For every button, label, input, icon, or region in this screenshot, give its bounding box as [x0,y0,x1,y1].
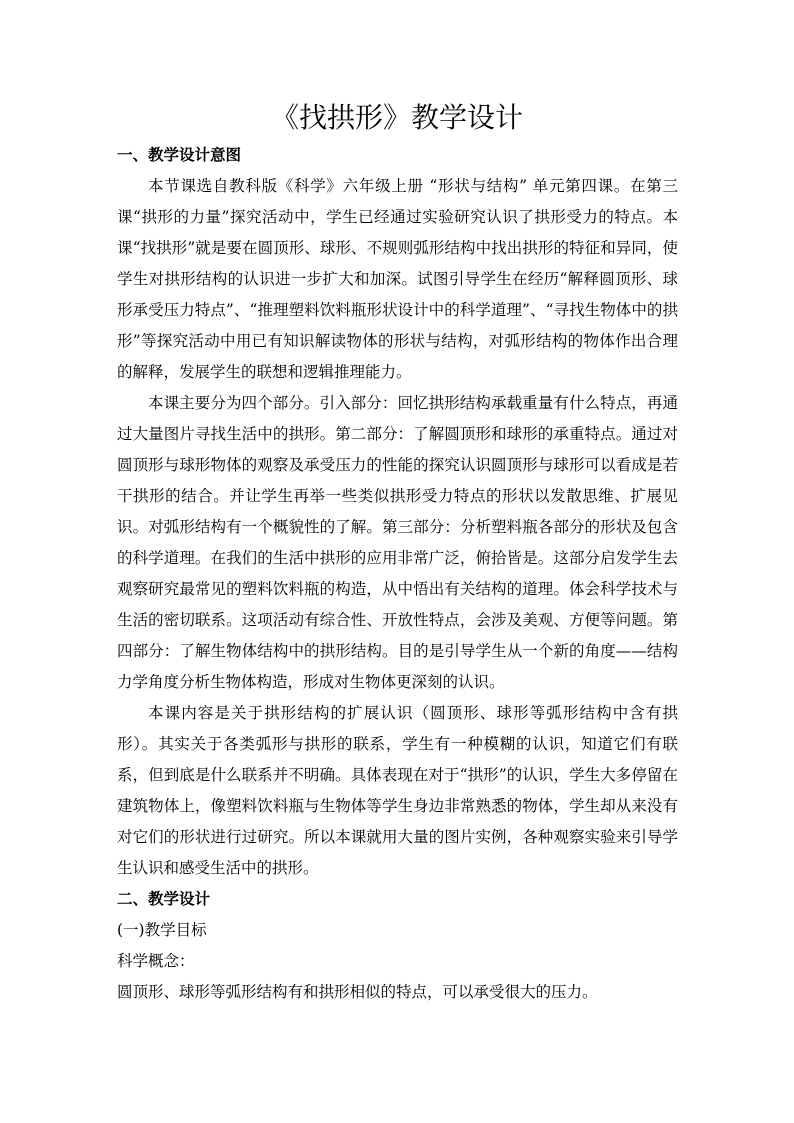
paragraph: 本课内容是关于拱形结构的扩展认识（圆顶形、球形等弧形结构中含有拱形）。其实关于各类弧形与拱形的联系，学生有一种模糊的认识，知道它们有联系，但到底是什么联系并不明确。具体表现在对于“拱形”的认识，学生大多停留在建筑物体上，像塑料饮料瓶与生物体等学生身边非常熟悉的物体，学生却从来没有对它们的形状进行过研究。所以本课就用大量的图片实例，各种观察实验来引导学生认识和感受生活中的拱形。 [117,704,678,877]
subheading-teaching-goals: (一)教学目标 [117,921,207,939]
document-title: 《找拱形》教学设计 [270,101,523,134]
paragraph: 本课主要分为四个部分。引入部分：回忆拱形结构承载重量有什么特点，再通过大量图片寻找生活中的拱形。第二部分：了解圆顶形和球形的承重特点。通过对圆顶形与球形物体的观察及承受压力的性能的探究认识圆顶形与球形可以看成是若干拱形的结合。并让学生再举一些类似拱形受力特点的形状以发散思维、扩展见识。对弧形结构有一个概貌性的了解。第三部分：分析塑料瓶各部分的形状及包含的科学道理。在我们的生活中拱形的应用非常广泛，俯拾皆是。这部分启发学生去观察研究最常见的塑料饮料瓶的构造，从中悟出有关结构的道理。体会科学技术与生活的密切联系。这项活动有综合性、开放性特点，会涉及美观、方便等问题。第四部分：了解生物体结构中的拱形结构。目的是引导学生从一个新的角度——结构力学角度分析生物体构造，形成对生物体更深刻的认识。 [117,394,678,691]
document-body [117,140,678,1008]
label-science-concept: 科学概念： [117,952,195,970]
section-heading-teaching-design: 二、教学设计 [117,890,211,908]
paragraph: 本节课选自教科版《科学》六年级上册 “形状与结构” 单元第四课。在第三课“拱形的力量”探究活动中，学生已经通过实验研究认识了拱形受力的特点。本课“找拱形”就是要在圆顶形、球形、不规则弧形结构中找出拱形的特征和异同，使学生对拱形结构的认识进一步扩大和加深。试图引导学生在经历“解释圆顶形、球形承受压力特点”、“推理塑料饮料瓶形状设计中的科学道理”、“寻找生物体中的拱形”等探究活动中用已有知识解读物体的形状与结构，对弧形结构的物体作出合理的解释，发展学生的联想和逻辑推理能力。 [117,177,678,381]
section-heading-design-intent: 一、教学设计意图 [117,146,242,164]
paragraph: 圆顶形、球形等弧形结构有和拱形相似的特点，可以承受很大的压力。 [117,983,598,1001]
